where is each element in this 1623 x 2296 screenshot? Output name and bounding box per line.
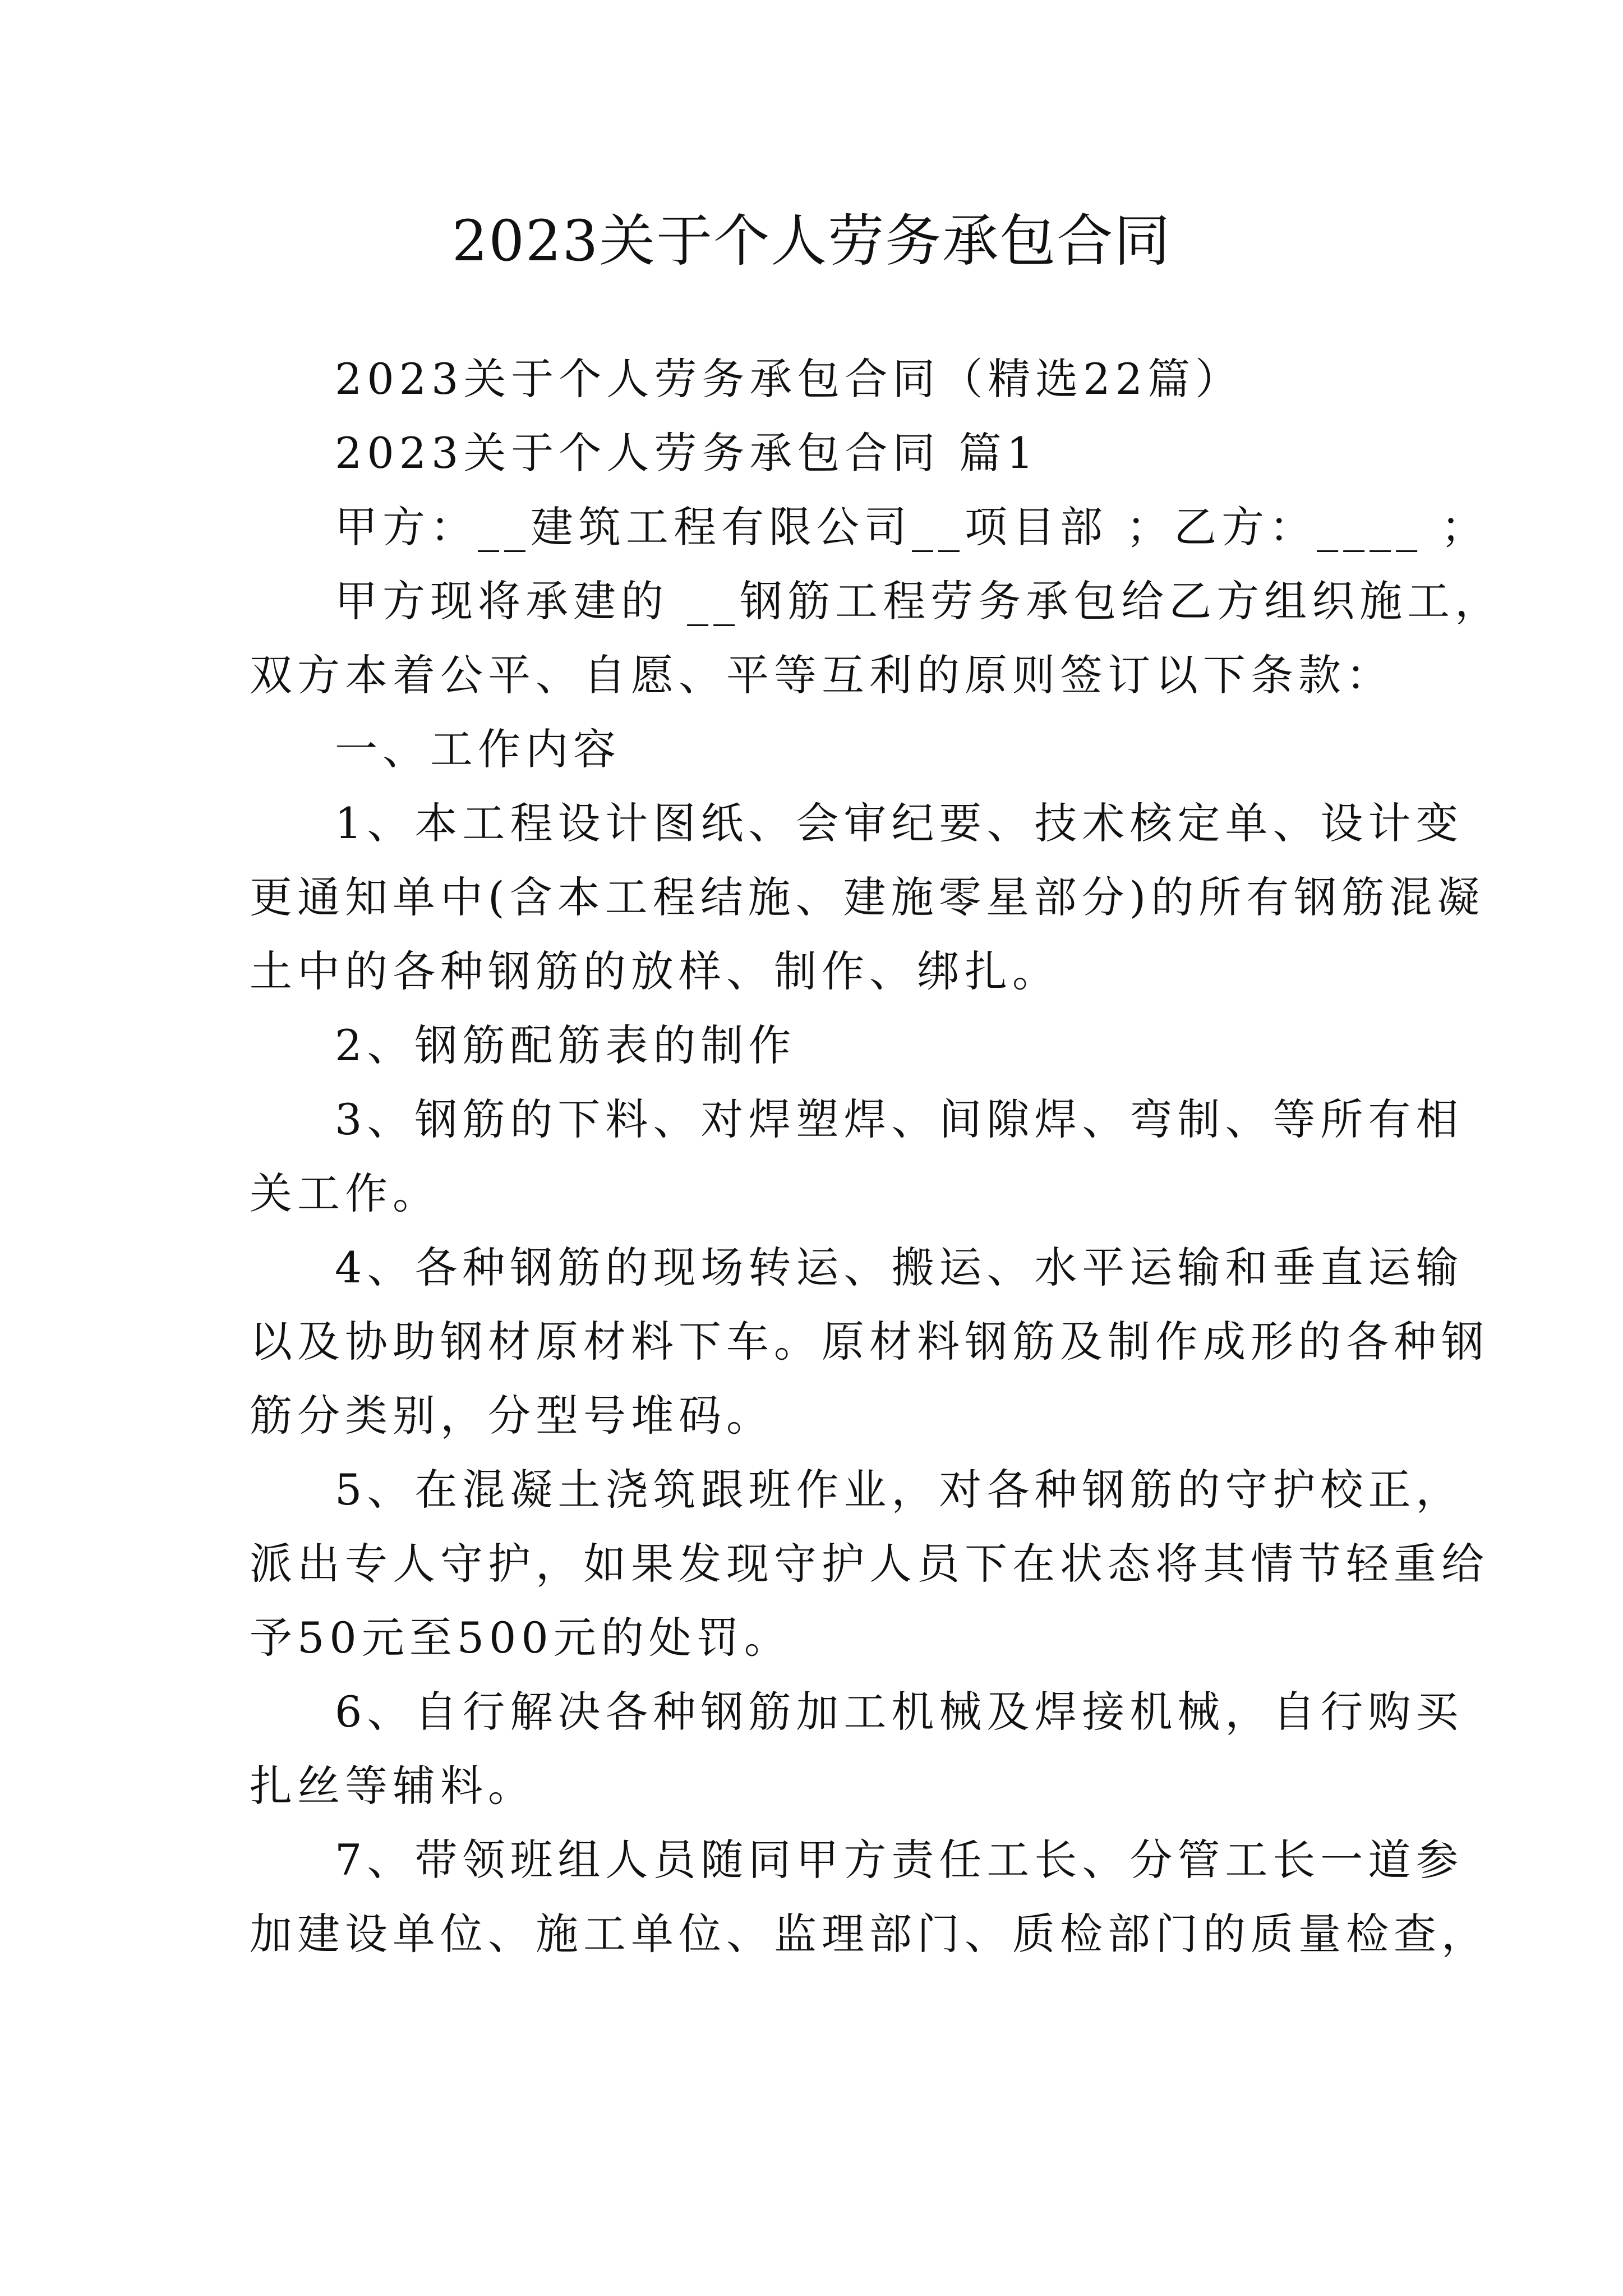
paragraph-line: 1、本工程设计图纸、会审纪要、技术核定单、设计变 <box>335 798 1464 848</box>
paragraph-line: 甲方现将承建的 __钢筋工程劳务承包给乙方组织施工， <box>335 576 1503 626</box>
section-heading: 一、工作内容 <box>335 724 621 774</box>
paragraph-line: 关工作。 <box>250 1168 440 1218</box>
paragraph-line: 7、带领班组人员随同甲方责任工长、分管工长一道参 <box>335 1835 1464 1885</box>
paragraph-line: 双方本着公平、自愿、平等互利的原则签订以下条款： <box>250 650 1394 700</box>
paragraph-line: 3、钢筋的下料、对焊塑焊、间隙焊、弯制、等所有相 <box>335 1094 1464 1144</box>
paragraph-line: 加建设单位、施工单位、监理部门、质检部门的质量检查， <box>250 1909 1489 1959</box>
paragraph-line: 5、在混凝土浇筑跟班作业，对各种钢筋的守护校正， <box>335 1465 1464 1515</box>
paragraph-line: 筋分类别，分型号堆码。 <box>250 1391 774 1441</box>
paragraph-line: 土中的各种钢筋的放样、制作、绑扎。 <box>250 946 1060 996</box>
paragraph-line: 更通知单中(含本工程结施、建施零星部分)的所有钢筋混凝 <box>250 872 1485 922</box>
paragraph-line: 2023关于个人劳务承包合同 篇1 <box>335 428 1039 478</box>
paragraph-line: 6、自行解决各种钢筋加工机械及焊接机械，自行购买 <box>335 1687 1464 1737</box>
paragraph-line: 2023关于个人劳务承包合同（精选22篇） <box>335 354 1243 404</box>
paragraph-line: 扎丝等辅料。 <box>250 1761 536 1811</box>
paragraph-line: 派出专人守护，如果发现守护人员下在状态将其情节轻重给 <box>250 1539 1489 1589</box>
paragraph-line: 2、钢筋配筋表的制作 <box>335 1020 796 1070</box>
paragraph-line: 4、各种钢筋的现场转运、搬运、水平运输和垂直运输 <box>335 1243 1464 1292</box>
paragraph-line: 以及协助钢材原材料下车。原材料钢筋及制作成形的各种钢 <box>250 1317 1489 1366</box>
paragraph-line: 甲方：__建筑工程有限公司__项目部 ；乙方：____ ； <box>335 502 1489 552</box>
document-body <box>250 342 1503 1971</box>
document-title: 2023关于个人劳务承包合同 <box>451 208 1172 274</box>
paragraph-line: 予50元至500元的处罚。 <box>250 1613 792 1663</box>
